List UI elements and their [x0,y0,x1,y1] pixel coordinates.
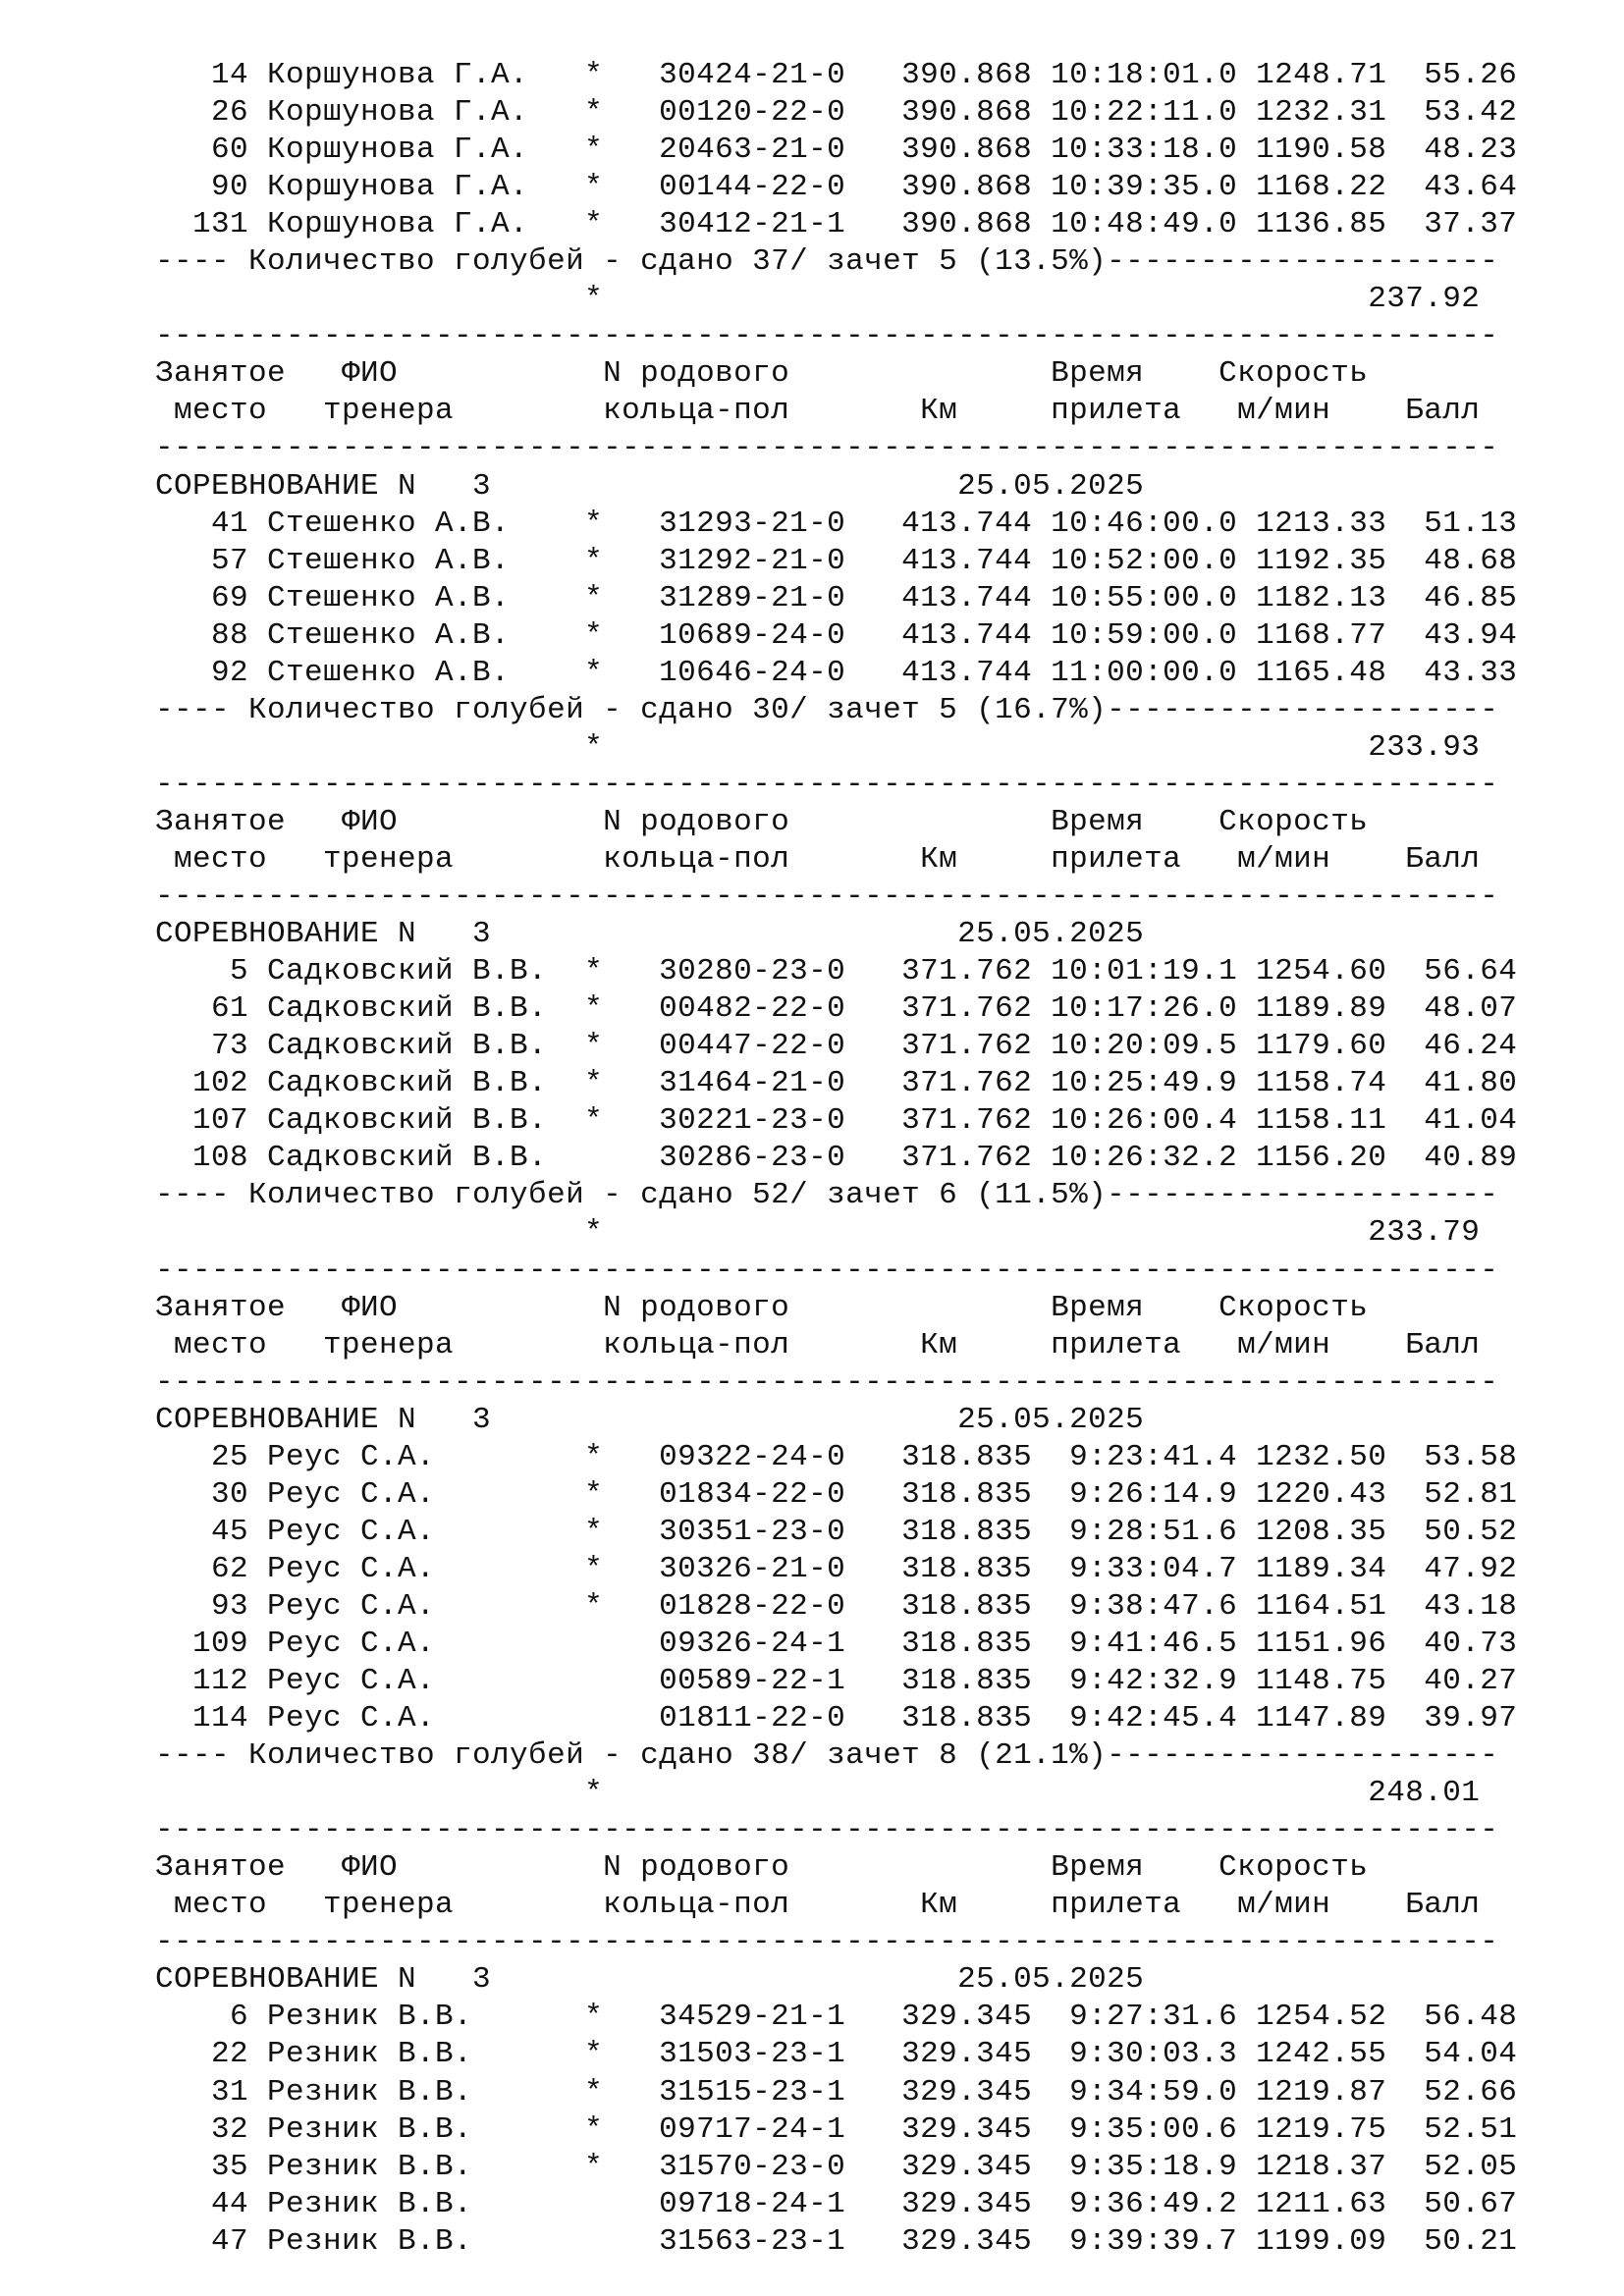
text-line: 14 Коршунова Г.А. * 30424-21-0 390.868 10:18:01.0 1248.71 55.26 [155,58,1518,92]
text-line: 26 Коршунова Г.А. * 00120-22-0 390.868 10:22:11.0 1232.31 53.42 [155,95,1518,131]
results-printout [155,57,1517,2261]
text-line: 102 Садковский В.В. * 31464-21-0 371.762 10:25:49.9 1158.74 41.80 [155,1066,1518,1101]
text-line: Занятое ФИО N родового Время Скорость [155,1290,1369,1325]
text-line: 44 Резник В.В. 09718-24-1 329.345 9:36:49.2 1211.63 50.67 [155,2186,1518,2221]
text-line: 131 Коршунова Г.А. * 30412-21-1 390.868 10:48:49.0 1136.85 37.37 [155,207,1518,242]
text-line: 108 Садковский В.В. 30286-23-0 371.762 10:26:32.2 1156.20 40.89 [155,1141,1518,1176]
text-line: ------------------------------------------------------------------------ [155,1253,1499,1288]
text-line: СОРЕВНОВАНИЕ N 3 25.05.2025 [155,1962,1145,1998]
text-line: 62 Реус С.А. * 30326-21-0 318.835 9:33:04.7 1189.34 47.92 [155,1551,1518,1586]
text-line: 31 Резник В.В. * 31515-23-1 329.345 9:34:59.0 1219.87 52.66 [155,2074,1518,2109]
text-line: 61 Садковский В.В. * 00482-22-0 371.762 10:17:26.0 1189.89 48.07 [155,991,1518,1027]
text-line: * 233.93 [155,729,1481,765]
text-line: * 237.92 [155,282,1481,317]
text-line: место тренера кольца-пол Км прилета м/мин Балл [155,1327,1481,1362]
text-line: * 233.79 [155,1215,1481,1251]
text-line: 88 Стешенко А.В. * 10689-24-0 413.744 10:59:00.0 1168.77 43.94 [155,617,1518,653]
text-line: ------------------------------------------------------------------------ [155,319,1499,354]
text-line: место тренера кольца-пол Км прилета м/мин Балл [155,841,1481,877]
text-line: 5 Садковский В.В. * 30280-23-0 371.762 10:01:19.1 1254.60 56.64 [155,954,1518,989]
text-line: 45 Реус С.А. * 30351-23-0 318.835 9:28:51.6 1208.35 50.52 [155,1514,1518,1549]
text-line: Занятое ФИО N родового Время Скорость [155,356,1369,392]
text-line: 114 Реус С.А. 01811-22-0 318.835 9:42:45.4 1147.89 39.97 [155,1701,1518,1736]
text-line: 32 Резник В.В. * 09717-24-1 329.345 9:35:00.6 1219.75 52.51 [155,2111,1518,2147]
text-line: Занятое ФИО N родового Время Скорость [155,804,1369,839]
text-line: 47 Резник В.В. 31563-23-1 329.345 9:39:39.7 1199.09 50.21 [155,2223,1518,2259]
text-line: 93 Реус С.А. * 01828-22-0 318.835 9:38:47.6 1164.51 43.18 [155,1588,1518,1624]
text-line: ------------------------------------------------------------------------ [155,880,1499,915]
text-line: 6 Резник В.В. * 34529-21-1 329.345 9:27:31.6 1254.52 56.48 [155,2000,1518,2035]
text-line: ------------------------------------------------------------------------ [155,431,1499,466]
text-line: СОРЕВНОВАНИЕ N 3 25.05.2025 [155,1402,1145,1437]
text-line: СОРЕВНОВАНИЕ N 3 25.05.2025 [155,468,1145,504]
text-line: 109 Реус С.А. 09326-24-1 318.835 9:41:46.5 1151.96 40.73 [155,1626,1518,1661]
text-line: ------------------------------------------------------------------------ [155,767,1499,802]
text-line: ---- Количество голубей - сдано 37/ зачет 5 (13.5%)--------------------- [155,244,1499,280]
text-line: 35 Резник В.В. * 31570-23-0 329.345 9:35:18.9 1218.37 52.05 [155,2149,1518,2184]
text-line: ---- Количество голубей - сдано 30/ зачет 5 (16.7%)--------------------- [155,692,1499,727]
text-line: 69 Стешенко А.В. * 31289-21-0 413.744 10:55:00.0 1182.13 46.85 [155,580,1518,615]
text-line: 57 Стешенко А.В. * 31292-21-0 413.744 10:52:00.0 1192.35 48.68 [155,543,1518,578]
text-line: Занятое ФИО N родового Время Скорость [155,1850,1369,1886]
text-line: 60 Коршунова Г.А. * 20463-21-0 390.868 10:33:18.0 1190.58 48.23 [155,133,1518,168]
text-line: 107 Садковский В.В. * 30221-23-0 371.762 10:26:00.4 1158.11 41.04 [155,1103,1518,1139]
text-line: ------------------------------------------------------------------------ [155,1925,1499,1960]
text-line: 112 Реус С.А. 00589-22-1 318.835 9:42:32.9 1148.75 40.27 [155,1664,1518,1699]
text-line: ------------------------------------------------------------------------ [155,1813,1499,1848]
text-line: 41 Стешенко А.В. * 31293-21-0 413.744 10:46:00.0 1213.33 51.13 [155,506,1518,541]
text-line: ---- Количество голубей - сдано 38/ зачет 8 (21.1%)--------------------- [155,1738,1499,1774]
text-line: 22 Резник В.В. * 31503-23-1 329.345 9:30:03.3 1242.55 54.04 [155,2037,1518,2072]
text-line: СОРЕВНОВАНИЕ N 3 25.05.2025 [155,917,1145,952]
text-line: 73 Садковский В.В. * 00447-22-0 371.762 10:20:09.5 1179.60 46.24 [155,1029,1518,1064]
text-line: * 248.01 [155,1776,1481,1811]
text-line: ------------------------------------------------------------------------ [155,1364,1499,1400]
text-line: ---- Количество голубей - сдано 52/ зачет 6 (11.5%)--------------------- [155,1178,1499,1213]
text-line: 30 Реус С.А. * 01834-22-0 318.835 9:26:14.9 1220.43 52.81 [155,1476,1518,1512]
text-line: место тренера кольца-пол Км прилета м/мин Балл [155,1888,1481,1923]
text-line: 92 Стешенко А.В. * 10646-24-0 413.744 11:00:00.0 1165.48 43.33 [155,655,1518,690]
text-line: 90 Коршунова Г.А. * 00144-22-0 390.868 10:39:35.0 1168.22 43.64 [155,170,1518,205]
text-line: 25 Реус С.А. * 09322-24-0 318.835 9:23:41.4 1232.50 53.58 [155,1439,1518,1474]
text-line: место тренера кольца-пол Км прилета м/мин Балл [155,394,1481,429]
